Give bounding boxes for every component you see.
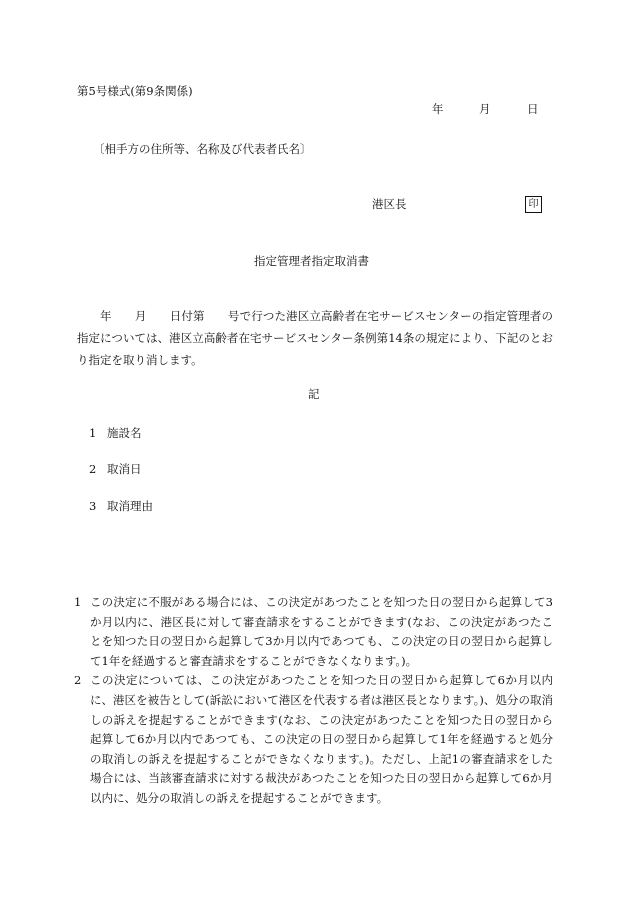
note-item — [74, 593, 553, 671]
item-label: 取消理由 — [107, 499, 153, 513]
seal-box: 印 — [525, 196, 542, 213]
body-paragraph: 年 月 日付第 号で行つた港区立高齢者在宅サービスセンターの指定管理者の指定については、港区立高齢者在宅サービスセンター条例第14条の規定により、下記のとおり指定を取り消します。 — [77, 309, 553, 367]
item-facility-name — [89, 428, 142, 440]
issuer-name: 港区長 — [372, 197, 407, 211]
date-year-label: 年 — [432, 102, 444, 116]
ki-heading: 記 — [308, 387, 320, 401]
item-number: 2 — [89, 462, 97, 476]
item-label: 施設名 — [107, 426, 142, 440]
item-cancel-date — [89, 464, 142, 476]
recipient-placeholder: 〔相手方の住所等、名称及び代表者氏名〕 — [93, 142, 312, 156]
date-month-label: 月 — [479, 102, 491, 116]
date-day-label: 日 — [527, 102, 539, 116]
note-number: 1 — [74, 595, 82, 609]
note-number: 2 — [74, 673, 82, 688]
note-text: この決定に不服がある場合には、この決定があつたことを知つた日の翌日から起算して3か月以内に、港区長に対して審査請求をすることができます(なお、この決定があつたことを知つた日の翌日から起算して3か月以内であつても、この決定の日の翌日から起算して1年を経過すると審査請求をすることができなくなります。)。 — [90, 595, 553, 668]
document-title: 指定管理者指定取消書 — [254, 254, 369, 268]
note-text: この決定については、この決定があつたことを知つた日の翌日から起算して6か月以内に、港区を被告として(訴訟において港区を代表する者は港区長となります。)、処分の取消しの訴えを提起することができます(なお、この決定があつたことを知つた日の翌日から起算して6か月以内であつても、この決定の日の翌日から起算して1年を経過すると処分の取消しの訴えを提起することができなくなります。)。ただし、上記1の審査請求をした場合には、当該審査請求に対する裁決があつたことを知つた日の翌日から起算して6か月以内に、処分の取消しの訴えを提起することができます。 — [90, 673, 553, 805]
note-item — [74, 671, 553, 808]
item-label: 取消日 — [107, 462, 142, 476]
form-label: 第5号様式(第9条関係) — [77, 84, 193, 98]
item-cancel-reason — [89, 501, 153, 513]
item-number: 3 — [89, 499, 97, 513]
item-number: 1 — [89, 426, 97, 440]
notes-section — [74, 593, 553, 809]
